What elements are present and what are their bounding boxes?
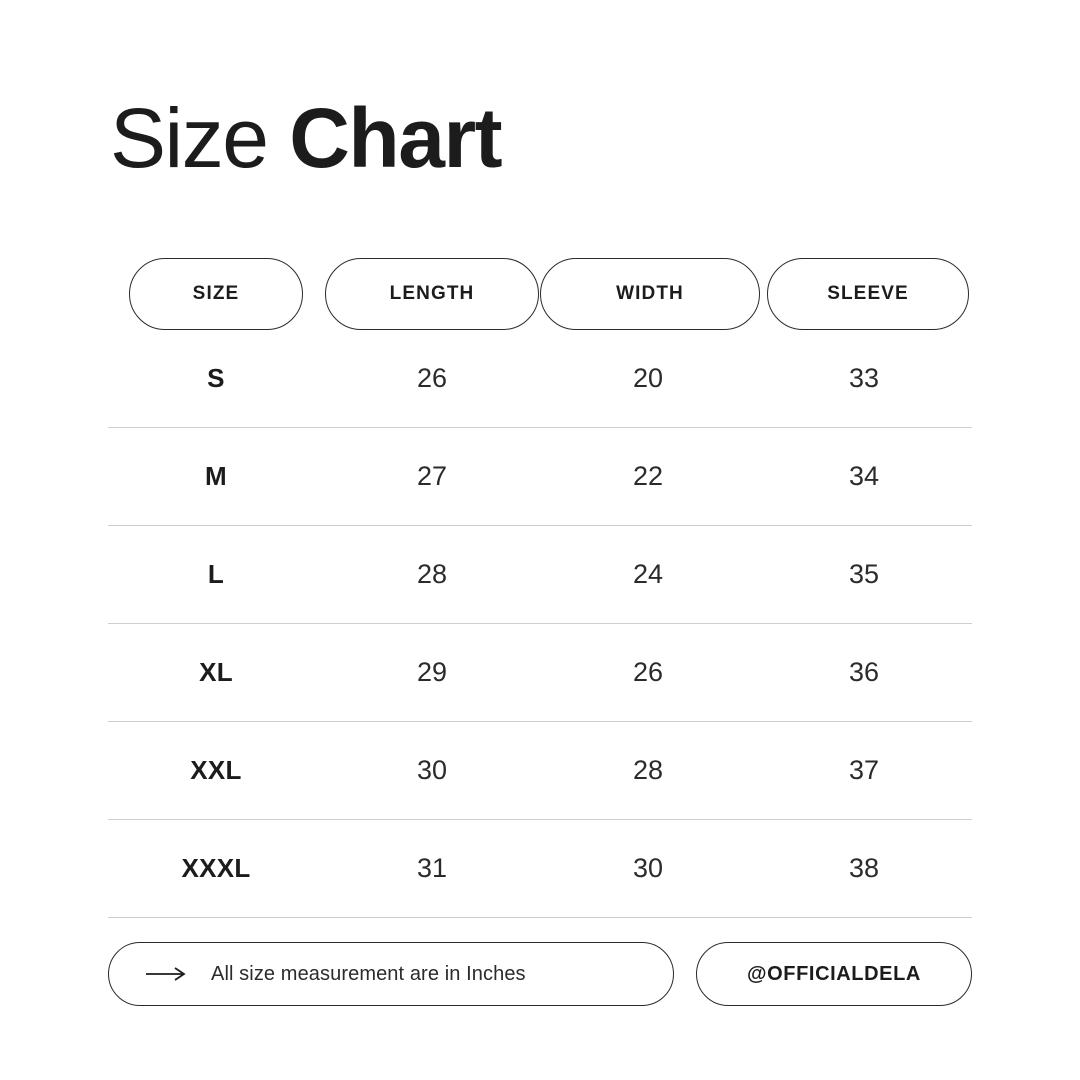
column-header-width: WIDTH [540, 258, 760, 330]
page-title-part2: Chart [289, 91, 502, 185]
cell-size: XXXL [181, 853, 251, 883]
column-header-size: SIZE [129, 258, 303, 330]
page-title [110, 91, 972, 185]
cell-width: 20 [632, 363, 664, 393]
table-row [108, 722, 972, 820]
cell-sleeve: 36 [848, 657, 880, 687]
cell-sleeve: 37 [848, 755, 880, 785]
cell-sleeve: 33 [848, 363, 880, 393]
cell-length: 31 [416, 853, 448, 883]
cell-width: 30 [632, 853, 664, 883]
cell-width: 22 [632, 461, 664, 491]
cell-sleeve: 34 [848, 461, 880, 491]
cell-length: 28 [416, 559, 448, 589]
table-row [108, 820, 972, 918]
cell-sleeve: 38 [848, 853, 880, 883]
page-title-part1: Size [110, 91, 290, 185]
cell-length: 26 [416, 363, 448, 393]
table-row [108, 330, 972, 428]
cell-sleeve: 35 [848, 559, 880, 589]
cell-width: 26 [632, 657, 664, 687]
table-header-cell-sleeve [760, 258, 976, 330]
cell-length: 29 [416, 657, 448, 687]
table-header-cell-length [324, 258, 540, 330]
measurement-note [108, 942, 674, 1006]
column-header-length: LENGTH [325, 258, 539, 330]
table-header-cell-size [108, 258, 324, 330]
cell-width: 24 [632, 559, 664, 589]
cell-size: S [207, 363, 225, 393]
arrow-right-icon [145, 967, 189, 981]
cell-size: XXL [190, 755, 242, 785]
footer [108, 942, 972, 1006]
social-handle[interactable]: @OFFICIALDELA [696, 942, 972, 1006]
table-row [108, 428, 972, 526]
table-header-cell-width [540, 258, 760, 330]
size-chart-table [108, 258, 972, 918]
column-header-sleeve: SLEEVE [767, 258, 969, 330]
measurement-note-text: All size measurement are in Inches [211, 962, 526, 985]
table-row [108, 526, 972, 624]
cell-size: XL [199, 657, 233, 687]
cell-length: 30 [416, 755, 448, 785]
table-row [108, 624, 972, 722]
cell-width: 28 [632, 755, 664, 785]
cell-size: M [205, 461, 227, 491]
cell-size: L [207, 559, 225, 589]
table-header-row [108, 258, 972, 330]
cell-length: 27 [416, 461, 448, 491]
